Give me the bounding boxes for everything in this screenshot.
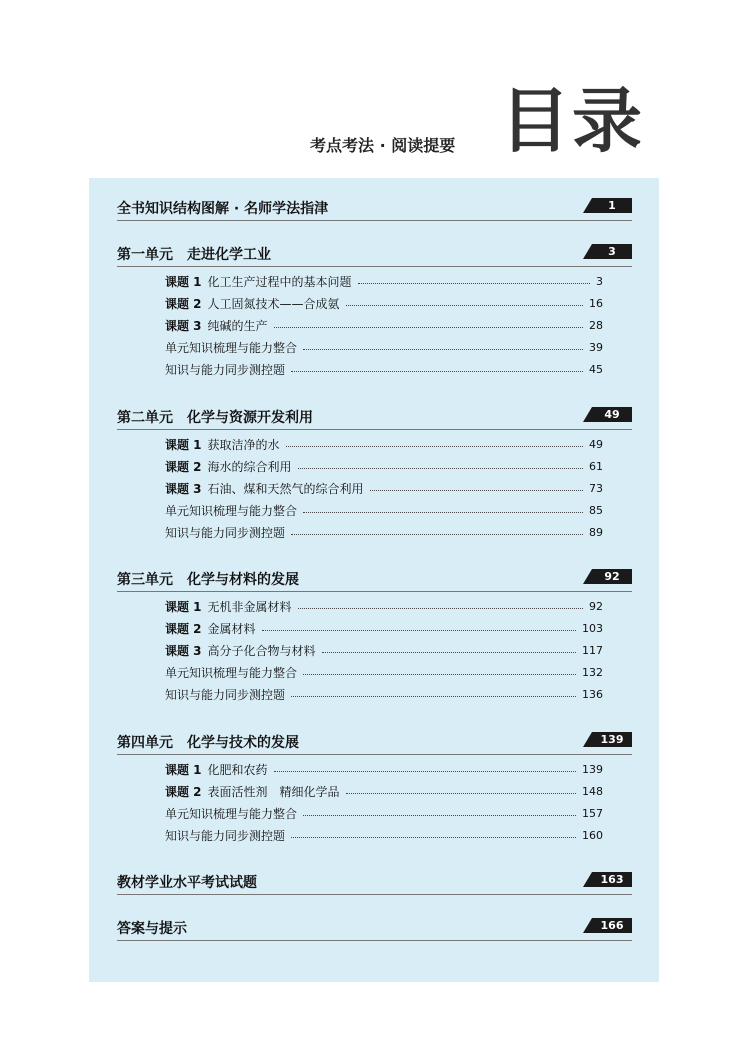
entry-name: 知识与能力同步测控题 xyxy=(165,362,286,377)
entry-name: 化肥和农药 xyxy=(207,762,268,777)
leader-dots xyxy=(291,534,583,535)
entry-name: 高分子化合物与材料 xyxy=(207,643,316,658)
entry-page: 39 xyxy=(589,340,603,354)
entry-page: 132 xyxy=(582,665,603,679)
entry-page: 148 xyxy=(582,784,603,798)
section-title: 全书知识结构图解 · 名师学法指津 xyxy=(117,201,329,217)
divider xyxy=(117,220,632,221)
entry-page: 136 xyxy=(582,687,603,701)
leader-dots xyxy=(303,349,583,350)
page-number-badge: 139 xyxy=(592,732,632,747)
entry-label: 课题 3 xyxy=(165,318,202,333)
entry-name: 知识与能力同步测控题 xyxy=(165,525,286,540)
entry-name: 人工固氮技术——合成氨 xyxy=(207,296,340,311)
leader-dots xyxy=(286,446,583,447)
toc-entry[interactable] xyxy=(165,316,603,334)
unit-title: 第三单元 化学与材料的发展 xyxy=(117,572,299,588)
toc-entry[interactable] xyxy=(165,272,603,290)
entry-name: 知识与能力同步测控题 xyxy=(165,828,286,843)
toc-entry[interactable] xyxy=(165,294,603,312)
toc-entry[interactable] xyxy=(165,360,603,378)
toc-entry[interactable] xyxy=(165,523,603,541)
header-subtitle: 考点考法 · 阅读提要 xyxy=(310,136,456,155)
entry-name: 石油、煤和天然气的综合利用 xyxy=(207,481,364,496)
entry-label: 课题 2 xyxy=(165,784,202,799)
leader-dots xyxy=(274,327,583,328)
entry-name: 单元知识梳理与能力整合 xyxy=(165,340,298,355)
divider xyxy=(117,894,632,895)
toc-entry[interactable] xyxy=(165,663,603,681)
entry-page: 117 xyxy=(582,643,603,657)
entry-page: 139 xyxy=(582,762,603,776)
entry-page: 28 xyxy=(589,318,603,332)
toc-entry[interactable] xyxy=(165,826,603,844)
entry-page: 49 xyxy=(589,437,603,451)
leader-dots xyxy=(358,283,590,284)
unit-title: 第四单元 化学与技术的发展 xyxy=(117,735,299,751)
toc-entry[interactable] xyxy=(165,641,603,659)
page-number-badge: 3 xyxy=(592,244,632,259)
toc-entry[interactable] xyxy=(165,619,603,637)
divider xyxy=(117,429,632,430)
entry-label: 课题 1 xyxy=(165,599,202,614)
leader-dots xyxy=(303,815,576,816)
entry-label: 课题 2 xyxy=(165,296,202,311)
entry-label: 课题 1 xyxy=(165,762,202,777)
entry-label: 课题 3 xyxy=(165,481,202,496)
toc-entry[interactable] xyxy=(165,760,603,778)
entry-label: 课题 2 xyxy=(165,621,202,636)
entry-page: 157 xyxy=(582,806,603,820)
entry-name: 纯碱的生产 xyxy=(207,318,268,333)
toc-entry[interactable] xyxy=(165,782,603,800)
leader-dots xyxy=(346,305,583,306)
page-title: 目录 xyxy=(500,80,644,162)
entry-page: 16 xyxy=(589,296,603,310)
entry-name: 单元知识梳理与能力整合 xyxy=(165,806,298,821)
entry-name: 化工生产过程中的基本问题 xyxy=(207,274,352,289)
leader-dots xyxy=(274,771,576,772)
divider xyxy=(117,940,632,941)
entry-page: 85 xyxy=(589,503,603,517)
divider xyxy=(117,754,632,755)
entry-page: 45 xyxy=(589,362,603,376)
leader-dots xyxy=(291,696,576,697)
entry-name: 获取洁净的水 xyxy=(207,437,280,452)
toc-entry[interactable] xyxy=(165,597,603,615)
section-title: 答案与提示 xyxy=(117,921,187,937)
divider xyxy=(117,591,632,592)
toc-entry[interactable] xyxy=(165,435,603,453)
leader-dots xyxy=(346,793,576,794)
page-number-badge: 49 xyxy=(592,407,632,422)
leader-dots xyxy=(303,512,583,513)
entry-page: 92 xyxy=(589,599,603,613)
entry-page: 103 xyxy=(582,621,603,635)
entry-name: 表面活性剂 精细化学品 xyxy=(207,784,340,799)
toc-entry[interactable] xyxy=(165,804,603,822)
leader-dots xyxy=(303,674,576,675)
entry-name: 海水的综合利用 xyxy=(207,459,292,474)
leader-dots xyxy=(262,630,576,631)
entry-name: 无机非金属材料 xyxy=(207,599,292,614)
entry-name: 单元知识梳理与能力整合 xyxy=(165,665,298,680)
page-number-badge: 92 xyxy=(592,569,632,584)
divider xyxy=(117,266,632,267)
entry-page: 89 xyxy=(589,525,603,539)
entry-name: 知识与能力同步测控题 xyxy=(165,687,286,702)
entry-page: 61 xyxy=(589,459,603,473)
page-number-badge: 1 xyxy=(592,198,632,213)
leader-dots xyxy=(370,490,583,491)
section-title: 教材学业水平考试试题 xyxy=(117,875,257,891)
entry-page: 160 xyxy=(582,828,603,842)
leader-dots xyxy=(298,468,583,469)
entry-page: 73 xyxy=(589,481,603,495)
toc-entry[interactable] xyxy=(165,457,603,475)
leader-dots xyxy=(298,608,583,609)
entry-label: 课题 1 xyxy=(165,437,202,452)
page-number-badge: 163 xyxy=(592,872,632,887)
toc-entry[interactable] xyxy=(165,501,603,519)
toc-panel xyxy=(89,178,659,982)
toc-entry[interactable] xyxy=(165,685,603,703)
unit-title: 第二单元 化学与资源开发利用 xyxy=(117,410,313,426)
toc-entry[interactable] xyxy=(165,338,603,356)
leader-dots xyxy=(291,371,583,372)
leader-dots xyxy=(291,837,576,838)
page-number-badge: 166 xyxy=(592,918,632,933)
entry-label: 课题 2 xyxy=(165,459,202,474)
entry-name: 金属材料 xyxy=(207,621,256,636)
leader-dots xyxy=(322,652,576,653)
entry-name: 单元知识梳理与能力整合 xyxy=(165,503,298,518)
toc-entry[interactable] xyxy=(165,479,603,497)
entry-page: 3 xyxy=(596,274,603,288)
unit-title: 第一单元 走进化学工业 xyxy=(117,247,271,263)
entry-label: 课题 3 xyxy=(165,643,202,658)
entry-label: 课题 1 xyxy=(165,274,202,289)
